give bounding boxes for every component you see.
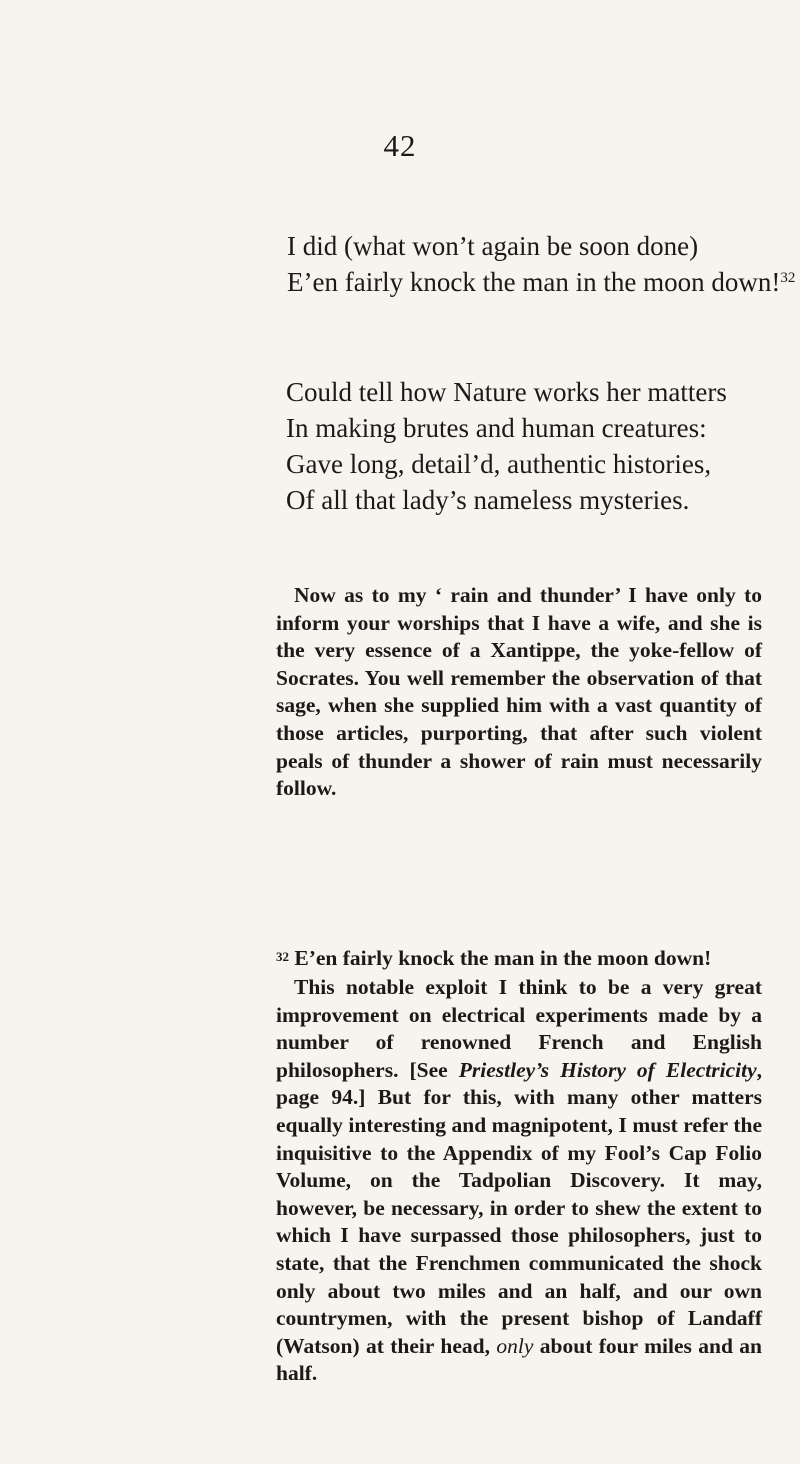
prose-paragraph: Now as to my ‘ rain and thunder’ I have only to inform your worships that I have a wife, and she is the very essence of a Xantippe, the yoke-fellow of Socrates. You well remember the observation of that sage, when she supplied him with a vast quantity of those articles, purporting, that after such violent peals of thunder a shower of rain must necessarily follow. xyxy=(276,583,762,801)
verse-line: Could tell how Nature works her matters xyxy=(286,377,727,407)
footnote-heading-text: E’en fairly knock the man in the moon down! xyxy=(294,946,712,970)
footnote-emphasis: only xyxy=(496,1333,534,1358)
verse-line: Gave long, detail’d, authentic histories, xyxy=(286,449,712,479)
footnote-body xyxy=(276,974,762,1388)
footnote-text: This notable exploit I think to be a very great improvement on electrical experiments made by a number of renowned French and English philosophers. [See xyxy=(276,975,762,1082)
verse-stanza-2 xyxy=(286,374,746,518)
verse-line-text: E’en fairly knock the man in the moon down! xyxy=(287,267,781,297)
verse-line: Of all that lady’s nameless mysteries. xyxy=(286,485,690,515)
footnote-marker: 32 xyxy=(276,949,289,964)
verse-stanza-1 xyxy=(287,228,796,300)
footnote-reference: 32 xyxy=(780,270,796,286)
verse-line xyxy=(287,264,796,300)
footnote-text: about four miles and an half. xyxy=(276,1333,763,1386)
footnote-citation: Priestley’s History of Electricity xyxy=(458,1057,757,1082)
verse-line: In making brutes and human creatures: xyxy=(286,413,707,443)
page-number: 42 xyxy=(383,128,417,163)
footnote-text: , page 94.] But for this, with many other matters equally interesting and magnipotent, I must refer the inquisitive to the Appendix of my Fool’s Cap Folio Volume, on the Tadpolian Discovery. It may, however, be necessary, in order to shew the extent to which I have surpassed those philosophers, just to state, that the Frenchmen communicated the shock only about two miles and an half, and our own countrymen, with the present bishop of Landaff (Watson) at their head, xyxy=(276,1057,762,1358)
verse-line: I did (what won’t again be soon done) xyxy=(287,231,699,261)
footnote-heading xyxy=(276,945,766,973)
